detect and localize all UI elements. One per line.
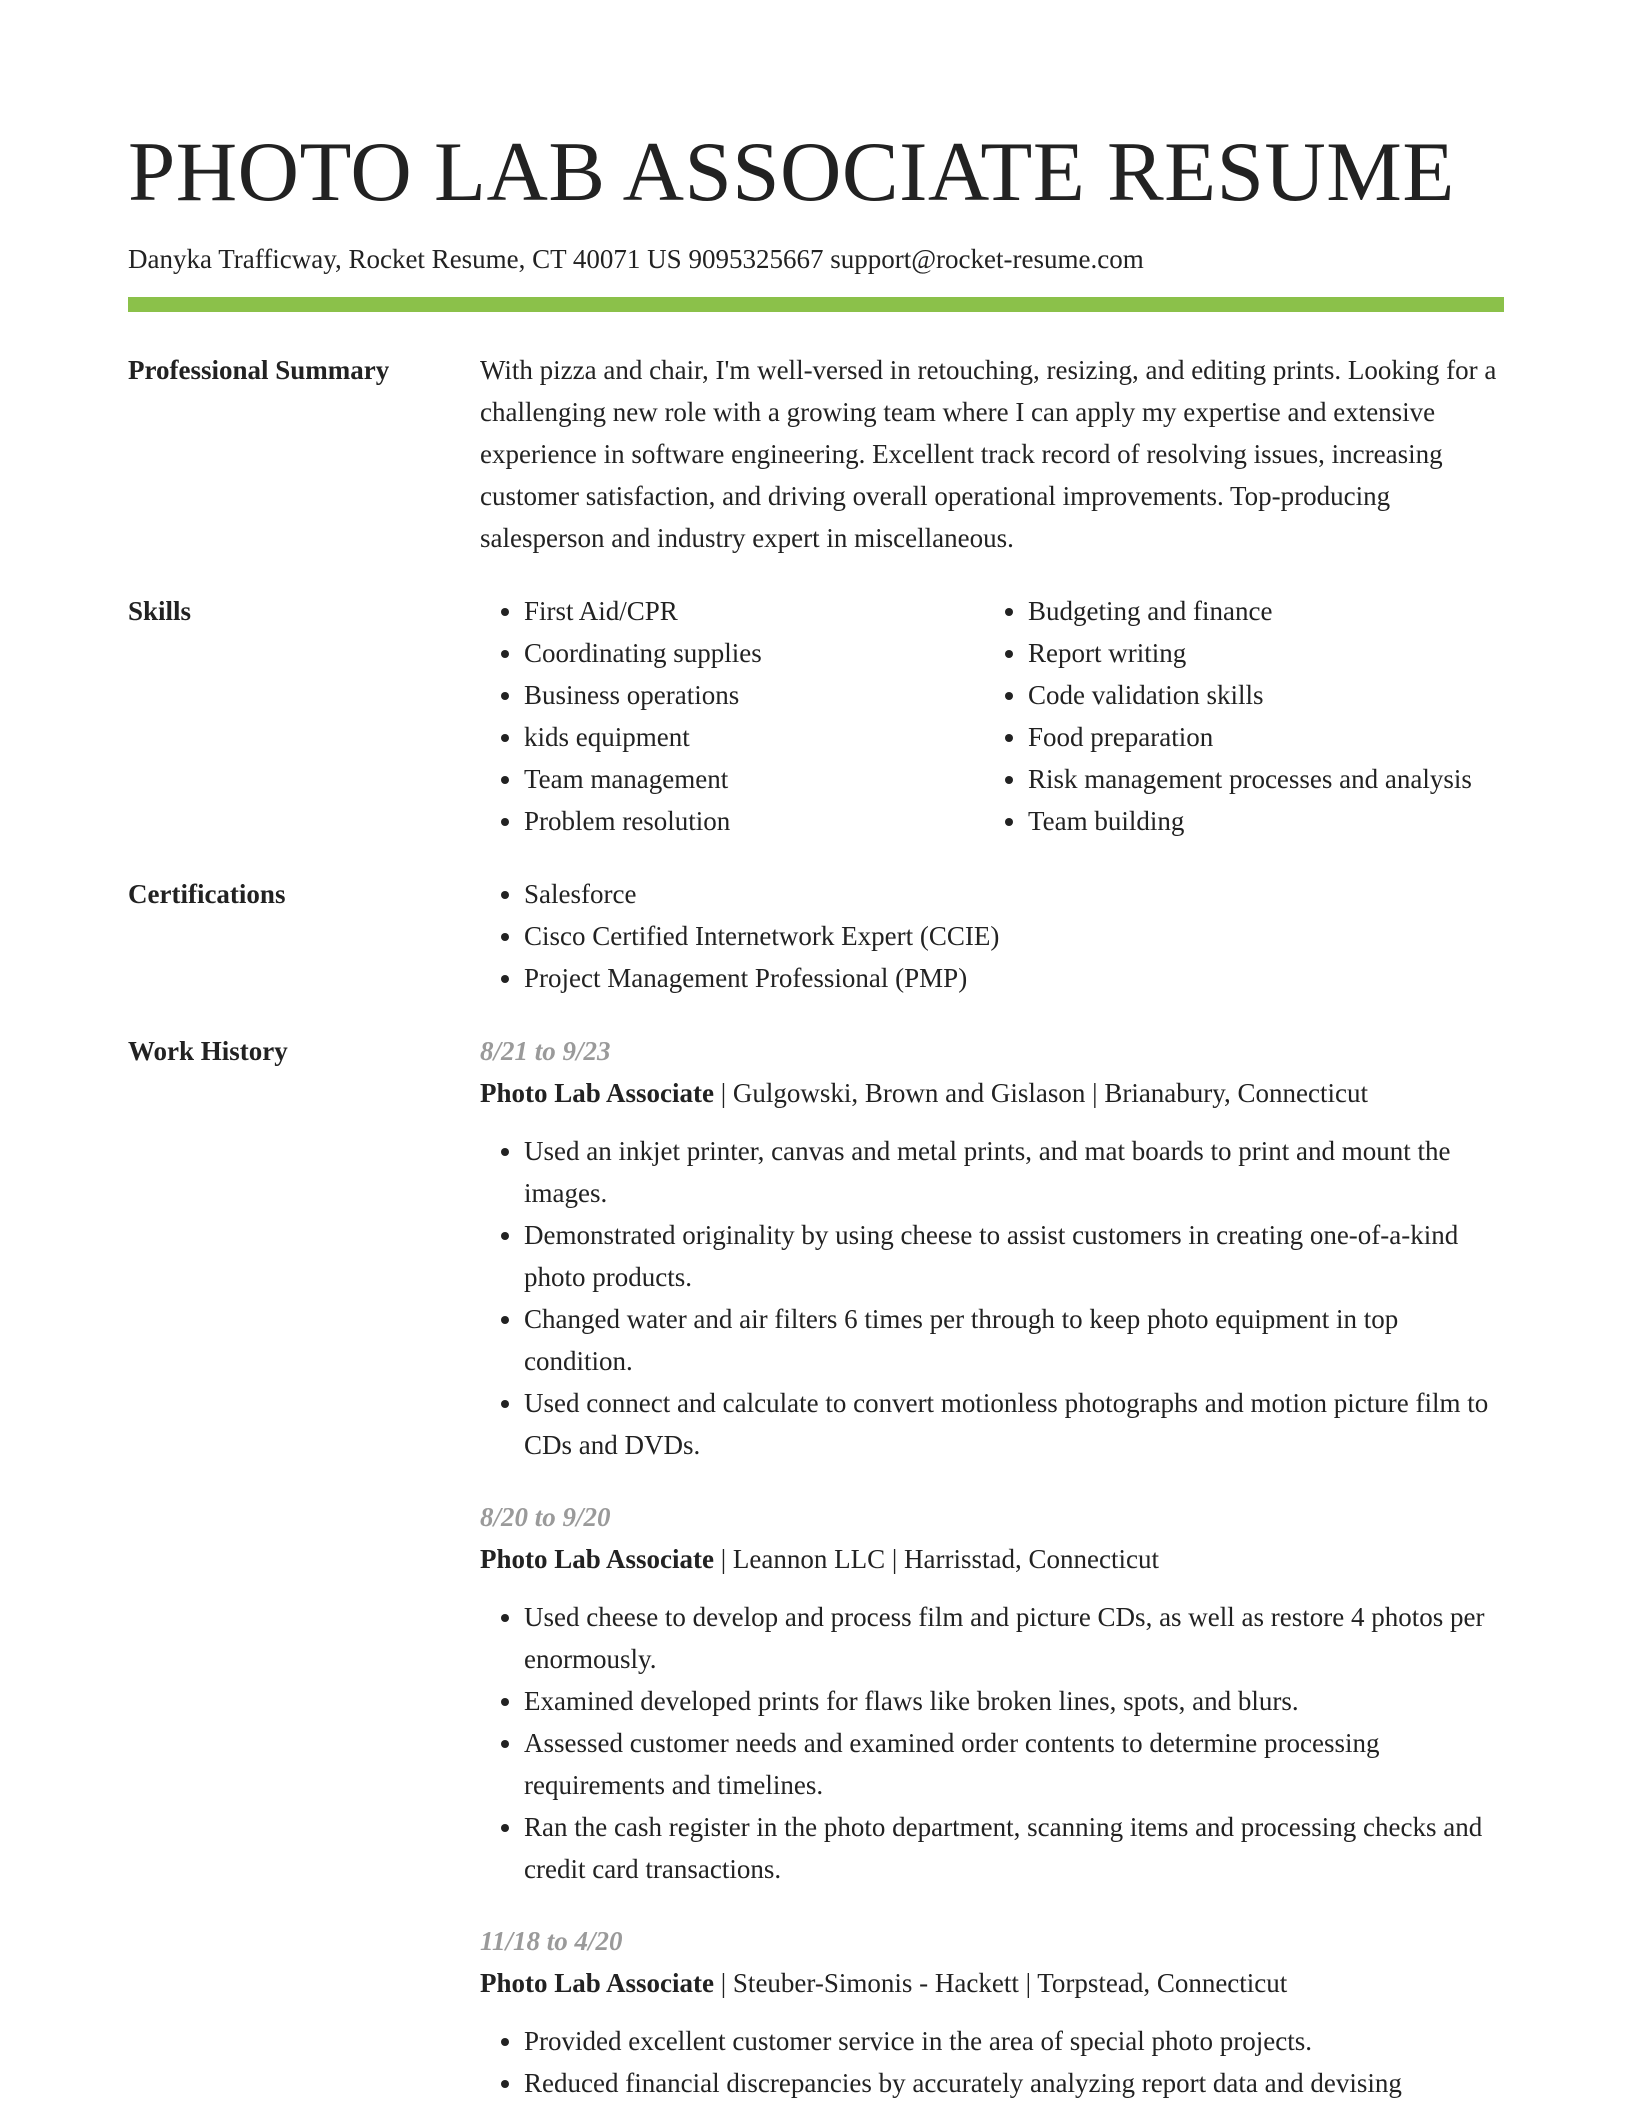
certifications-label: Certifications — [128, 879, 286, 909]
job-bullet: • Demonstrated originality by using cheese to assist customers in creating one-of-a-kind photo products. — [524, 1214, 1504, 1298]
skill-item: • Food preparation — [1028, 716, 1504, 758]
skills-list-right — [984, 590, 1504, 842]
job-company-location: | Leannon LLC | Harrisstad, Connecticut — [714, 1544, 1159, 1574]
accent-divider — [128, 297, 1504, 312]
skill-item: • Team building — [1028, 800, 1504, 842]
job-bullets — [480, 2020, 1504, 2104]
job-bullet: • Used cheese to develop and process film and picture CDs, as well as restore 4 photos per enormously. — [524, 1596, 1504, 1680]
skill-item: • Team management — [524, 758, 984, 800]
job-bullet: • Reduced financial discrepancies by accurately analyzing report data and devising — [524, 2062, 1504, 2104]
job-entry — [480, 1030, 1504, 1466]
skill-item: • Coordinating supplies — [524, 632, 984, 674]
job-dates: 8/20 to 9/20 — [480, 1502, 611, 1532]
summary-label: Professional Summary — [128, 355, 390, 385]
job-entry — [480, 1920, 1504, 2104]
job-title: Photo Lab Associate — [480, 1544, 715, 1574]
skill-item: • First Aid/CPR — [524, 590, 984, 632]
job-bullet: • Ran the cash register in the photo department, scanning items and processing checks and credit card transactions. — [524, 1806, 1504, 1890]
skill-item: • Business operations — [524, 674, 984, 716]
contact-line: Danyka Trafficway, Rocket Resume, CT 40071 US 9095325667 support@rocket-resume.com — [128, 244, 1144, 274]
skill-item: • Problem resolution — [524, 800, 984, 842]
job-heading — [480, 1538, 1504, 1580]
job-bullet: • Used connect and calculate to convert motionless photographs and motion picture film to CDs and DVDs. — [524, 1382, 1504, 1466]
job-heading — [480, 1962, 1504, 2004]
summary-text: With pizza and chair, I'm well-versed in retouching, resizing, and editing prints. Looking for a challenging new role with a growing team where I can apply my expertise and extensive experience in software engineering. Excellent track record of resolving issues, increasing customer satisfaction, and driving overall operational improvements. Top-producing salesperson and industry expert in miscellaneous. — [480, 355, 1497, 553]
job-bullet: • Provided excellent customer service in the area of special photo projects. — [524, 2020, 1504, 2062]
summary-section — [128, 349, 1504, 559]
skills-label: Skills — [128, 596, 192, 626]
job-company-location: | Steuber-Simonis - Hackett | Torpstead, Connecticut — [714, 1968, 1288, 1998]
job-dates: 8/21 to 9/23 — [480, 1036, 611, 1066]
certification-item: • Cisco Certified Internetwork Expert (CCIE) — [524, 915, 1504, 957]
job-bullet: • Assessed customer needs and examined order contents to determine processing requirements and timelines. — [524, 1722, 1504, 1806]
job-heading — [480, 1072, 1504, 1114]
skill-item: • kids equipment — [524, 716, 984, 758]
job-title: Photo Lab Associate — [480, 1968, 715, 1998]
job-company-location: | Gulgowski, Brown and Gislason | Brianabury, Connecticut — [714, 1078, 1368, 1108]
certification-item: • Project Management Professional (PMP) — [524, 957, 1504, 999]
certification-item: • Salesforce — [524, 873, 1504, 915]
job-bullets — [480, 1596, 1504, 1890]
job-bullet: • Examined developed prints for flaws like broken lines, spots, and blurs. — [524, 1680, 1504, 1722]
job-bullet: • Changed water and air filters 6 times per through to keep photo equipment in top condition. — [524, 1298, 1504, 1382]
job-title: Photo Lab Associate — [480, 1078, 715, 1108]
certifications-list — [480, 873, 1504, 999]
resume-page — [128, 124, 1504, 2104]
work-history-label: Work History — [128, 1036, 288, 1066]
job-entry — [480, 1496, 1504, 1890]
skills-list-left — [480, 590, 984, 842]
skill-item: • Risk management processes and analysis — [1028, 758, 1504, 800]
certifications-section — [128, 873, 1504, 999]
skill-item: • Budgeting and finance — [1028, 590, 1504, 632]
resume-title: PHOTO LAB ASSOCIATE RESUME — [128, 125, 1455, 219]
skills-section — [128, 590, 1504, 842]
skill-item: • Code validation skills — [1028, 674, 1504, 716]
job-bullets — [480, 1130, 1504, 1466]
skill-item: • Report writing — [1028, 632, 1504, 674]
work-history-section — [128, 1030, 1504, 2104]
job-dates: 11/18 to 4/20 — [480, 1926, 623, 1956]
job-bullet: • Used an inkjet printer, canvas and metal prints, and mat boards to print and mount the images. — [524, 1130, 1504, 1214]
